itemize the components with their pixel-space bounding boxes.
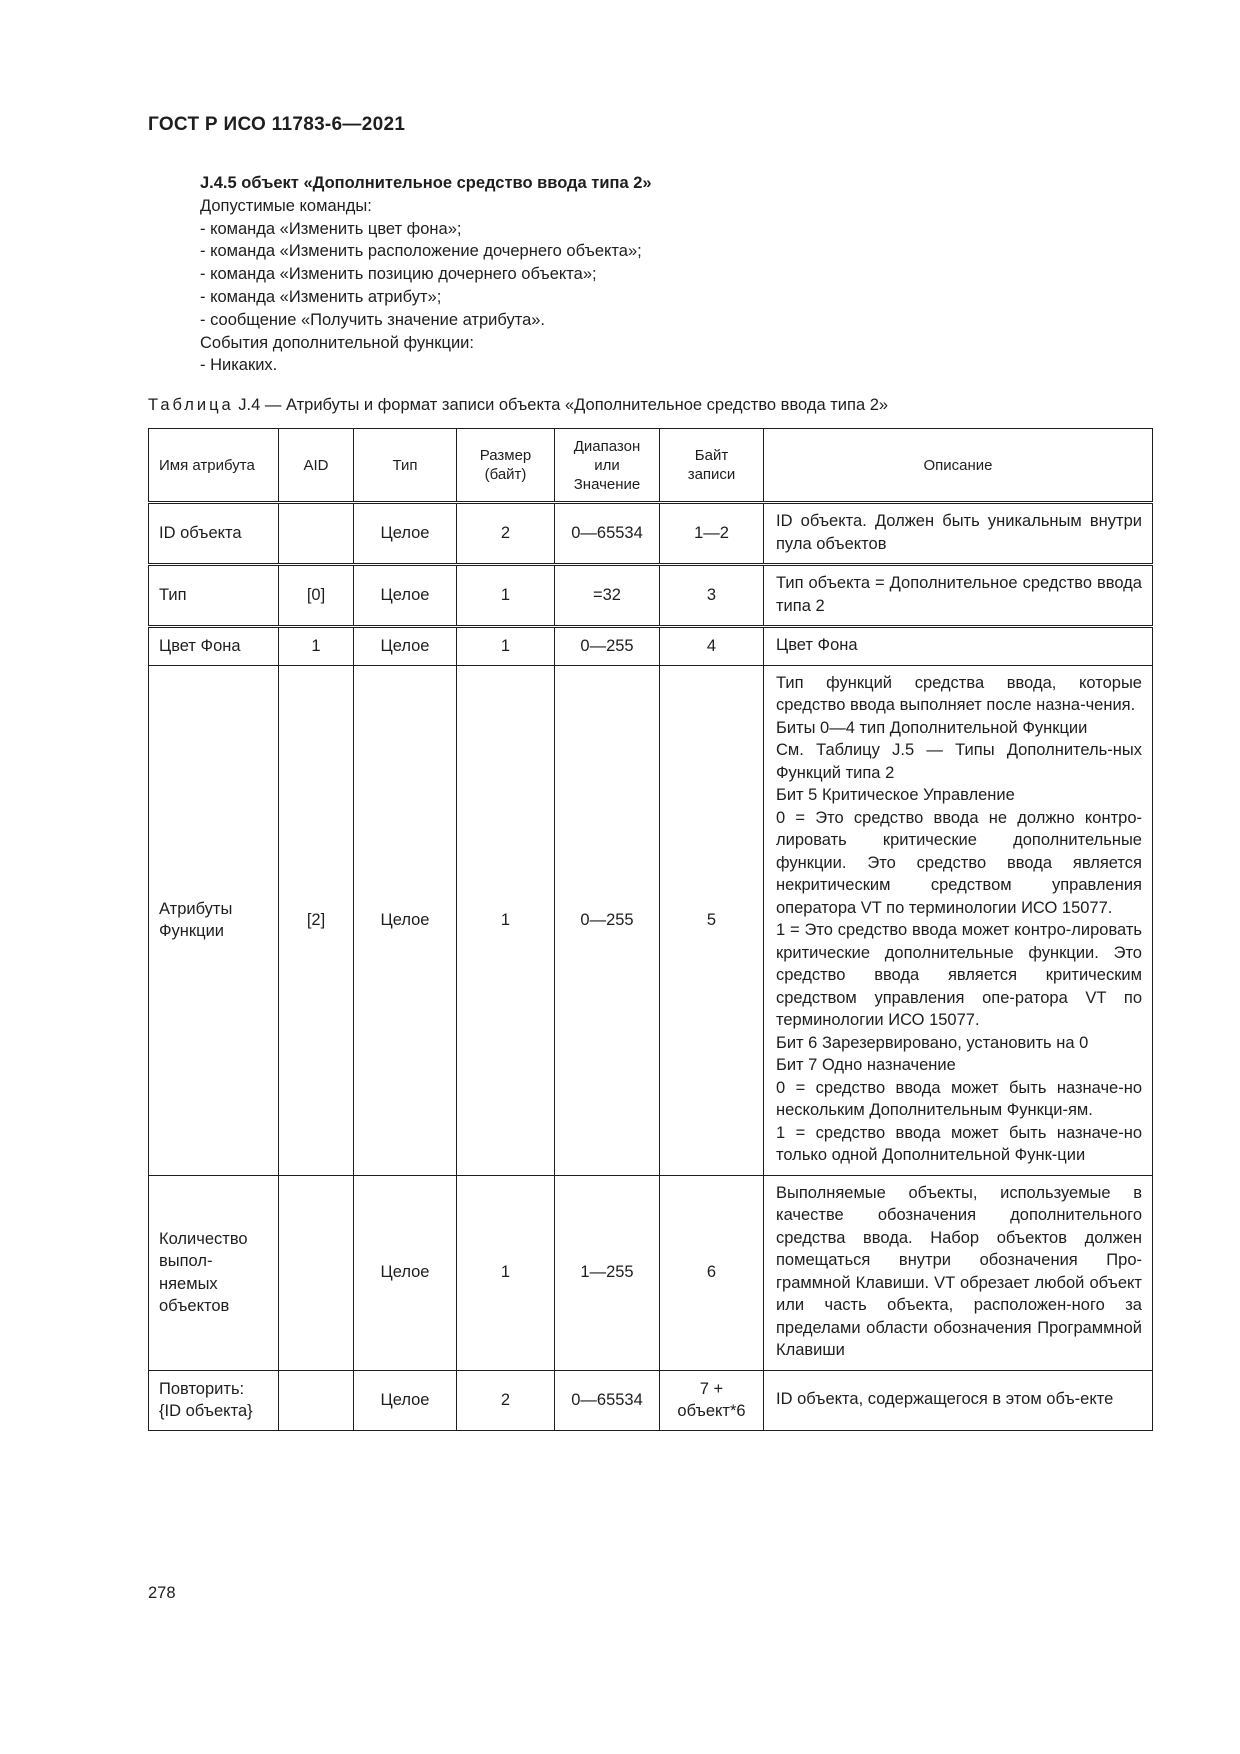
cell-byte: 5 (660, 665, 764, 1175)
commands-label: Допустимые команды: (200, 196, 372, 215)
cell-aid (279, 503, 354, 565)
header-type: Тип (354, 429, 457, 503)
cell-byte: 6 (660, 1175, 764, 1370)
cell-description: ID объекта, содержащегося в этом объ-екте (764, 1370, 1153, 1430)
table-row (149, 1370, 1153, 1430)
cell-range: 0—65534 (555, 503, 660, 565)
cell-range: 0—65534 (555, 1370, 660, 1430)
header-range: Диапазон или Значение (555, 429, 660, 503)
cell-byte: 1—2 (660, 503, 764, 565)
cell-range: =32 (555, 565, 660, 627)
cell-aid: 1 (279, 627, 354, 666)
table-row (149, 665, 1153, 1175)
cell-type: Целое (354, 1370, 457, 1430)
header-description: Описание (764, 429, 1153, 503)
command-item: - сообщение «Получить значение атрибута». (200, 310, 546, 329)
header-size: Размер (байт) (457, 429, 555, 503)
cell-name: Повторить: {ID объекта} (149, 1370, 279, 1430)
table-row (149, 503, 1153, 565)
table-caption (148, 396, 888, 415)
section-title: J.4.5 объект «Дополнительное средство ввода типа 2» (200, 174, 652, 192)
header-record-byte: Байт записи (660, 429, 764, 503)
table-row (149, 627, 1153, 666)
cell-type: Целое (354, 1175, 457, 1370)
cell-name: Тип (149, 565, 279, 627)
cell-description: ID объекта. Должен быть уникальным внутри пула объектов (764, 503, 1153, 565)
table-caption-text: J.4 — Атрибуты и формат записи объекта «Дополнительное средство ввода типа 2» (233, 396, 889, 414)
command-item: - команда «Изменить позицию дочернего объекта»; (200, 265, 597, 284)
cell-size: 1 (457, 665, 555, 1175)
cell-description: Тип объекта = Дополнительное средство ввода типа 2 (764, 565, 1153, 627)
cell-type: Целое (354, 665, 457, 1175)
table-row (149, 565, 1153, 627)
cell-size: 2 (457, 503, 555, 565)
cell-name: Атрибуты Функции (149, 665, 279, 1175)
event-item: - Никаких. (200, 356, 278, 375)
cell-size: 1 (457, 1175, 555, 1370)
cell-size: 2 (457, 1370, 555, 1430)
cell-range: 0—255 (555, 665, 660, 1175)
cell-range: 1—255 (555, 1175, 660, 1370)
cell-byte: 7 + объект*6 (660, 1370, 764, 1430)
table-caption-prefix: Таблица (148, 396, 234, 414)
attributes-table (148, 428, 1153, 1431)
cell-byte: 4 (660, 627, 764, 666)
cell-range: 0—255 (555, 627, 660, 666)
cell-description: Цвет Фона (764, 627, 1153, 666)
header-attribute-name: Имя атрибута (149, 429, 279, 503)
table-header-row (149, 429, 1153, 503)
cell-name: Цвет Фона (149, 627, 279, 666)
cell-size: 1 (457, 627, 555, 666)
cell-aid (279, 1370, 354, 1430)
command-item: - команда «Изменить расположение дочернего объекта»; (200, 242, 642, 261)
command-item: - команда «Изменить цвет фона»; (200, 219, 462, 238)
cell-type: Целое (354, 503, 457, 565)
cell-name: Количество выпол- няемых объектов (149, 1175, 279, 1370)
cell-description: Выполняемые объекты, используемые в качестве обозначения дополнительного средства ввода. Набор объектов должен помещаться внутри обозначения Про-граммной Клавиши. VT обрезает любой объект или часть объекта, расположен-ного за пределами области обозначения Программной Клавиши (764, 1175, 1153, 1370)
page-number: 278 (148, 1584, 176, 1602)
cell-aid: [0] (279, 565, 354, 627)
cell-name: ID объекта (149, 503, 279, 565)
header-aid: AID (279, 429, 354, 503)
cell-byte: 3 (660, 565, 764, 627)
cell-description: Тип функций средства ввода, которые средство ввода выполняет после назна-чения. Биты 0—4 тип Дополнительной Функции См. Таблицу J.5 — Типы Дополнитель-ных Функций типа 2 Бит 5 Критическое Управление 0 = Это средство ввода не должно контро-лировать критические дополнительные функции. Это средство ввода является некритическим средством управления оператора VT по терминологии ИСО 15077. 1 = Это средство ввода может контро-лировать критические дополнительные функции. Это средство ввода является критическим средством управления опе-ратора VT по терминологии ИСО 15077. Бит 6 Зарезервировано, установить на 0 Бит 7 Одно назначение 0 = средство ввода может быть назначе-но нескольким Дополнительным Функци-ям. 1 = средство ввода может быть назначе-но только одной Дополнительной Функ-ции (764, 665, 1153, 1175)
command-item: - команда «Изменить атрибут»; (200, 287, 442, 306)
cell-type: Целое (354, 627, 457, 666)
document-header: ГОСТ Р ИСО 11783-6—2021 (148, 114, 406, 135)
cell-type: Целое (354, 565, 457, 627)
section-j-4-5 (200, 172, 652, 377)
cell-aid (279, 1175, 354, 1370)
cell-size: 1 (457, 565, 555, 627)
table-row (149, 1175, 1153, 1370)
cell-aid: [2] (279, 665, 354, 1175)
events-label: События дополнительной функции: (200, 333, 474, 352)
